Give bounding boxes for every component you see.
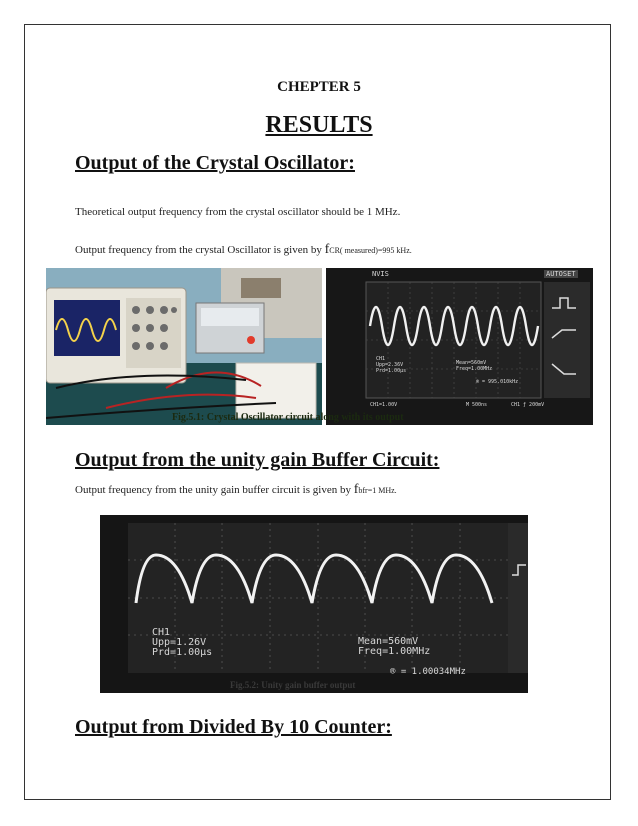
- scope-readout-line: Mean=560mV: [456, 360, 487, 366]
- scope-readout-line: Upp=2.36V: [376, 362, 404, 368]
- scope-readout-line: CH1: [376, 356, 386, 362]
- frequency-symbol: f: [353, 482, 359, 497]
- scope-readout-line: Freq=1.00MHz: [456, 366, 493, 372]
- page-title: RESULTS: [265, 112, 373, 138]
- scope-readout-ch1: [376, 356, 406, 374]
- figure-caption-5-1: Fig.5.1: Crystal Oscillator circuit along with its output: [172, 412, 404, 423]
- scope-readout-measure: [456, 360, 492, 372]
- bench-photo-image: [46, 268, 322, 425]
- scope-readout-trigger: CH1 ƒ 200mV: [511, 402, 545, 408]
- paragraph-prefix: Output frequency from the crystal Oscillator is given by: [75, 244, 325, 256]
- figure-caption-5-2: Fig.5.2: Unity gain buffer output: [230, 680, 356, 690]
- chapter-label: CHEPTER 5: [277, 79, 361, 95]
- scope2-readout-measure: [358, 637, 430, 657]
- oscilloscope-screen-2: [100, 515, 528, 693]
- frequency-symbol: f: [324, 242, 330, 257]
- oscilloscope-screen-1: [326, 268, 593, 425]
- oscilloscope-trace-1: [326, 268, 593, 425]
- frequency-subscript: bfr: [358, 486, 368, 495]
- section-heading-divide-by-10: Output from Divided By 10 Counter:: [75, 716, 392, 738]
- scope-readout-line: Upp=1.26V: [152, 637, 207, 648]
- frequency-subscript: CR( measured): [329, 246, 378, 255]
- scope-readout-freq: ® = 995.010kHz: [476, 379, 519, 385]
- frequency-value: =995 kHz.: [377, 246, 412, 255]
- paragraph-prefix: Output frequency from the unity gain buffer circuit is given by: [75, 484, 354, 496]
- scope-readout-line: Prd=1.00µs: [152, 647, 213, 658]
- paragraph-buffer-frequency: [75, 482, 397, 498]
- section-heading-buffer: Output from the unity gain Buffer Circuit:: [75, 449, 440, 471]
- scope-readout-line: Prd=1.00µs: [376, 368, 407, 374]
- frequency-value: =1 MHz.: [367, 486, 397, 495]
- paragraph-measured-frequency: [75, 242, 412, 258]
- scope-readout-line: CH1: [152, 627, 171, 638]
- scope-readout-line: Freq=1.00MHz: [358, 646, 431, 657]
- section-heading-crystal-oscillator: Output of the Crystal Oscillator:: [75, 152, 355, 174]
- scope-autoset-button: AUTOSET: [546, 270, 576, 278]
- scope-readout-line: Mean=560mV: [358, 636, 419, 647]
- bench-photo: [46, 268, 322, 425]
- scope2-readout-ch1: [152, 628, 212, 658]
- paragraph-theoretical-frequency: Theoretical output frequency from the crystal oscillator should be 1 MHz.: [75, 206, 401, 218]
- scope-readout-ch1-scale: CH1=1.00V: [370, 402, 398, 408]
- scope2-readout-freq: ® = 1.00034MHz: [390, 667, 466, 677]
- scope-readout-timebase: M 500ns: [466, 402, 488, 408]
- scope-header-left: NVIS: [372, 270, 389, 278]
